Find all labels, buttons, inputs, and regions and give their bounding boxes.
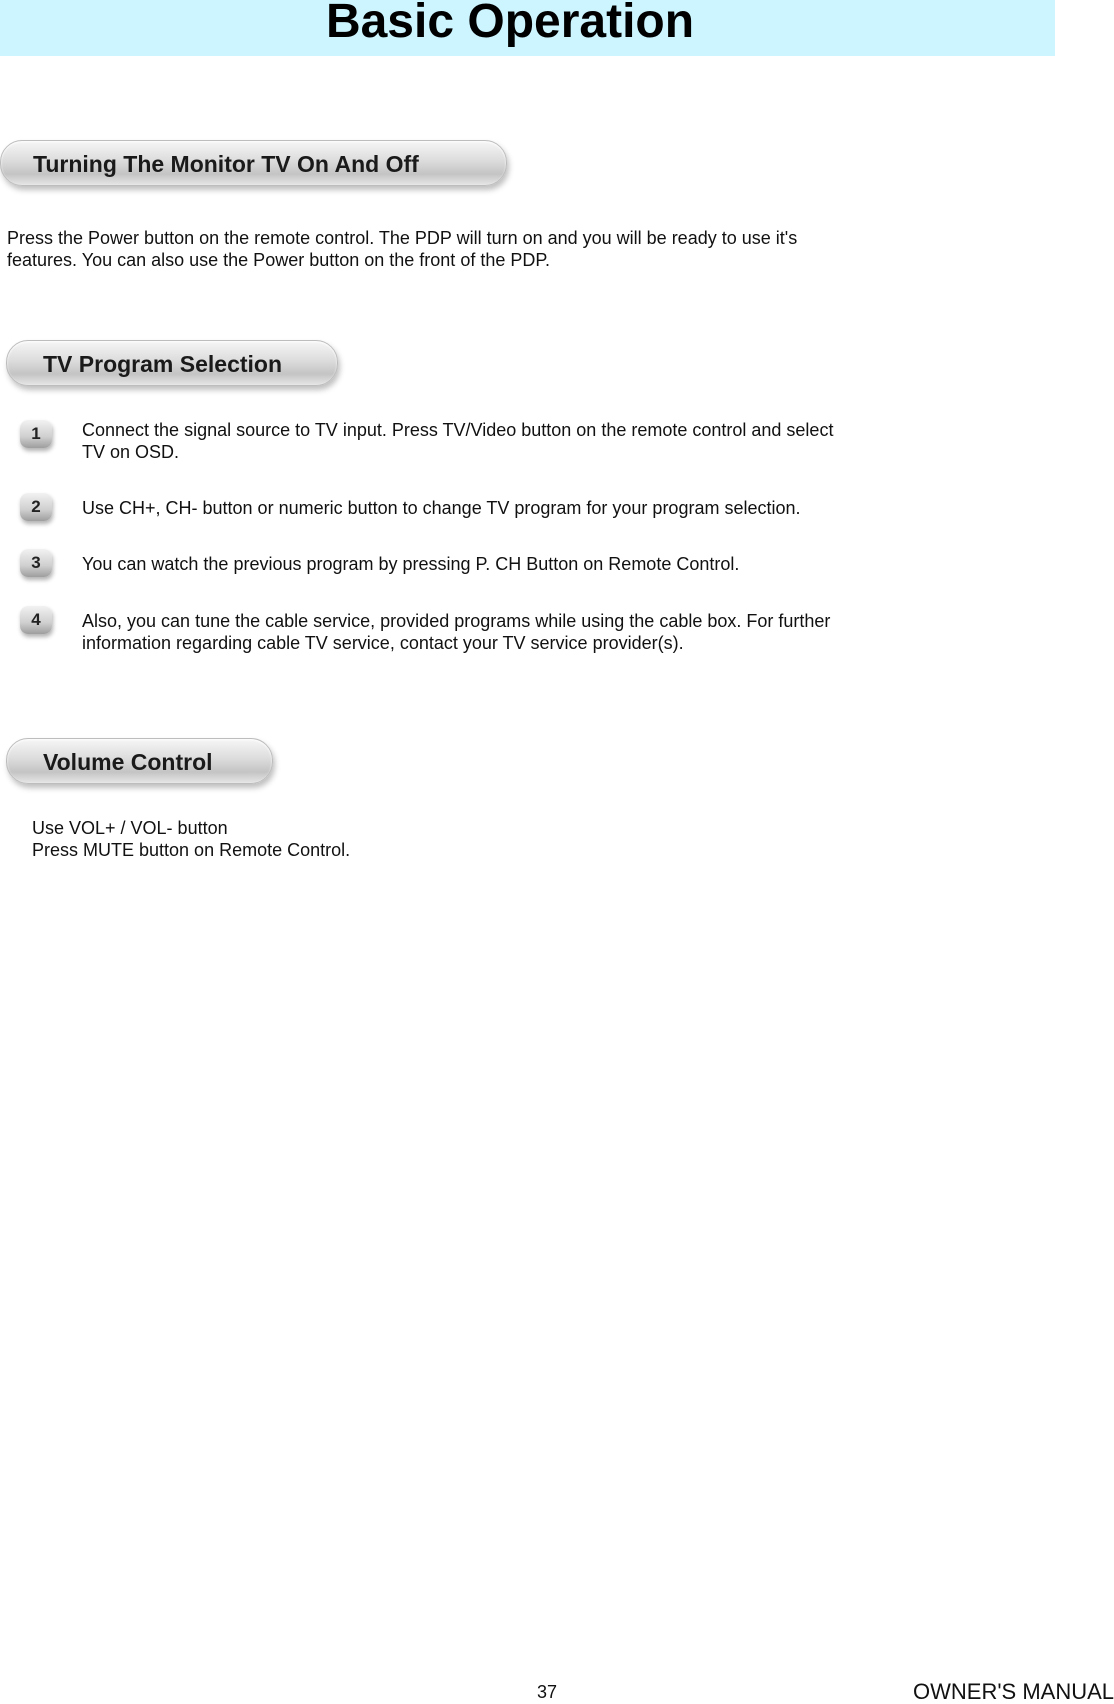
step-text-line1: Connect the signal source to TV input. Press TV/Video button on the remote control and select <box>82 420 834 440</box>
footer-label: OWNER'S MANUAL <box>913 1679 1114 1704</box>
power-instructions-line2: features. You can also use the Power button on the front of the PDP. <box>7 250 551 270</box>
step-number-badge: 3 <box>20 549 52 577</box>
section-heading-program <box>6 340 338 386</box>
power-instructions-line1: Press the Power button on the remote control. The PDP will turn on and you will be ready to use it's <box>7 228 798 248</box>
step-number-badge: 2 <box>20 493 52 521</box>
section-heading-power <box>0 140 507 186</box>
step-text-line1: Use CH+, CH- button or numeric button to change TV program for your program selection. <box>82 498 801 518</box>
step-text-line1: You can watch the previous program by pressing P. CH Button on Remote Control. <box>82 554 740 574</box>
volume-instructions-line2: Press MUTE button on Remote Control. <box>32 840 351 860</box>
step-text-line2: information regarding cable TV service, contact your TV service provider(s). <box>82 633 684 653</box>
step-number-badge: 4 <box>20 606 52 634</box>
volume-instructions-line1: Use VOL+ / VOL- button <box>32 818 228 838</box>
section-heading-power-label: Turning The Monitor TV On And Off <box>33 151 419 177</box>
section-heading-volume-label: Volume Control <box>43 749 213 775</box>
page-title: Basic Operation <box>325 0 695 48</box>
step-number-badge: 1 <box>20 420 52 448</box>
step-text-line1: Also, you can tune the cable service, provided programs while using the cable box. For further <box>82 611 831 631</box>
step-text-line2: TV on OSD. <box>82 442 180 462</box>
section-heading-program-label: TV Program Selection <box>43 351 283 377</box>
page-number: 37 <box>537 1682 558 1702</box>
section-heading-volume <box>6 738 273 784</box>
